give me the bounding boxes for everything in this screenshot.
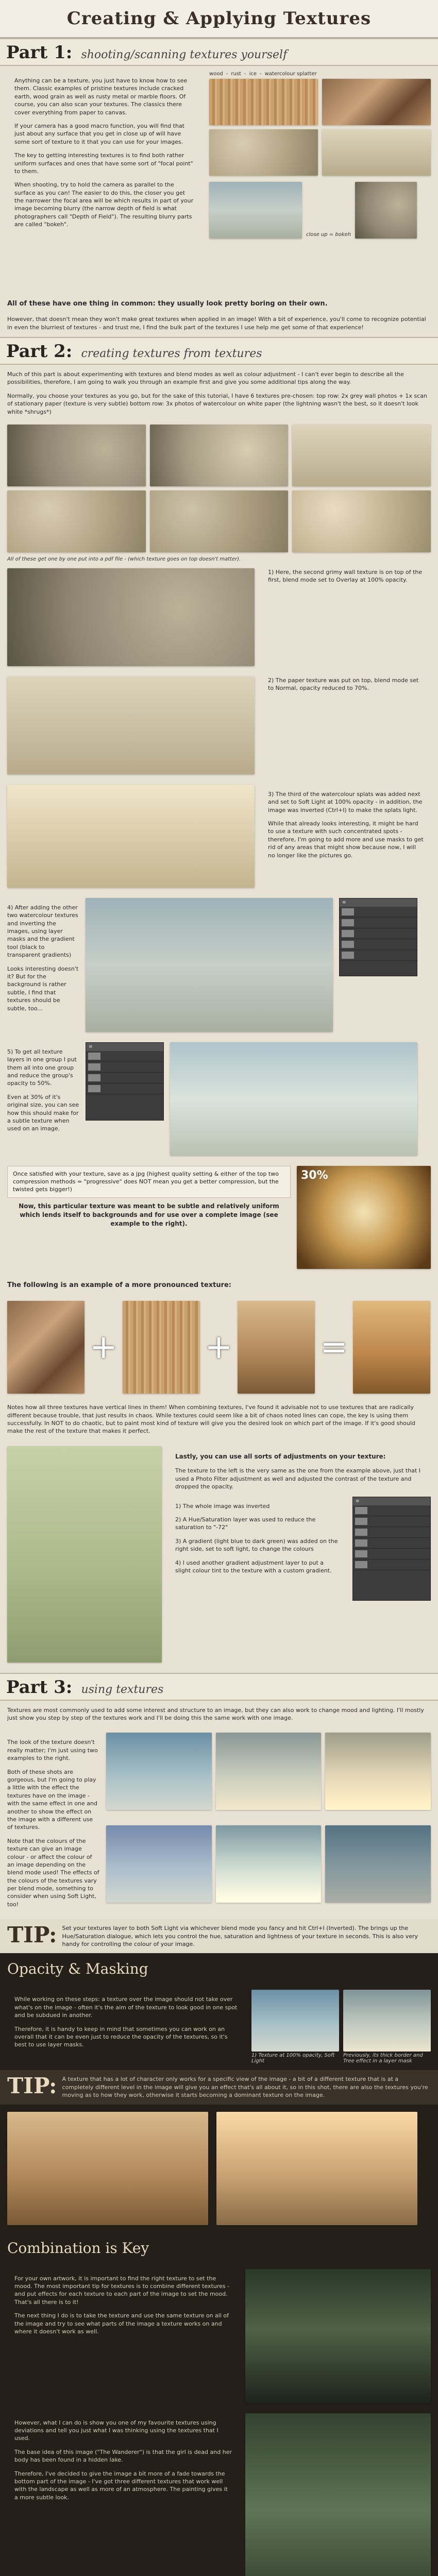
label-ice: ice xyxy=(249,71,257,77)
adjust-row xyxy=(0,1441,438,1668)
opacity-text-col xyxy=(7,1990,245,2065)
combine-texture-2 xyxy=(123,1301,200,1394)
closeup-image xyxy=(209,182,302,239)
texture-ice xyxy=(209,129,318,176)
step3b-text: While that already looks interesting, it might be hard to use a texture with such concentrated spots - therefore, I'm going to add more and use masks to get rid of any areas that might show because now, I will no longer like the pictures go. xyxy=(268,820,424,859)
combo-para4: The base idea of this image ("The Wanderer") is that the girl is dead and her body has been found in a hidden lake. xyxy=(14,2448,232,2464)
plus-icon: + xyxy=(90,1328,117,1367)
layer-row[interactable] xyxy=(86,1051,163,1062)
part1-para2: If your camera has a good macro function, you will find that just about any surface that you get in close up of will have some sort of texture to it that you can use for your images. xyxy=(14,122,184,145)
part2-step3-row xyxy=(0,779,438,893)
bokeh-image xyxy=(355,182,417,239)
adj-step-1: 1) The whole image was inverted xyxy=(175,1502,270,1510)
example-original-1 xyxy=(106,1733,212,1810)
adjust-steps xyxy=(168,1497,347,1601)
layer-row[interactable] xyxy=(353,1560,430,1570)
mask-image-2 xyxy=(343,1990,431,2052)
source-paper xyxy=(292,425,431,486)
combo-text-col-2 xyxy=(7,2413,239,2576)
example-original-2 xyxy=(106,1825,212,1903)
part3-text-col xyxy=(7,1733,100,1914)
step1-text: 1) Here, the second grimy wall texture is on top of the first, blend mode set to Overlay at 100% opacity. xyxy=(268,568,423,584)
combo-title: Combination is Key xyxy=(7,2239,149,2257)
layer-row[interactable] xyxy=(340,928,417,939)
part1-closeup-row xyxy=(209,182,431,239)
part2-para1: Much of this part is about experimenting with textures and blend modes as well as colour adjustment - I can't ever begin to describe all the possibilities, therefore, I am going to walk you through an example first and give you some additional tips along the way. xyxy=(7,370,404,386)
adjust-para: The texture to the left is the very same as the one from the example above, just that I used a Photo Filter adjustment as well and adjusted the contrast of the texture and dropped the opacity. xyxy=(175,1467,421,1490)
opacity-section xyxy=(0,1953,438,2576)
source-wall-2 xyxy=(150,425,289,486)
example-textured-1a xyxy=(216,1733,322,1810)
layer-row[interactable] xyxy=(86,1062,163,1073)
page-title: Creating & Applying Textures xyxy=(66,8,372,29)
part2-step2-row xyxy=(0,671,438,779)
part2-notes3: Notes how all three textures have vertical lines in them! When combining textures, I've found it advisable not to use textures that are radically different because trouble, that just results in chaos. While textures could seem like a bit of chaos noted lines can cope, the key is using them successfully. In NOT to do chaotic, but to paint most kind of texture will give you the desired look on which part of the image. If it's good should make the rest of the texture that makes it perfect. xyxy=(7,1404,415,1435)
part1-header xyxy=(0,38,438,66)
source-water-2 xyxy=(150,490,289,552)
source-wall-1 xyxy=(7,425,146,486)
example-textured-2a xyxy=(216,1825,322,1903)
pct-label: 30% xyxy=(301,1168,328,1182)
opacity-para1: While working on these steps: a texture over the image should not take over what's on the image - often it's the aim of the texture to look good in one spot and be subdued in another. xyxy=(14,1996,238,2019)
layers-header: ≡ xyxy=(353,1497,430,1505)
part1-labels: wood - rust - ice - watercolour splatter xyxy=(209,71,317,77)
combo-para5: Therefore, I've decided to give the image a bit more of a fade towards the bottom part of the image - I've got three different textures that work well with the landscape as well as more of an atmosphere. The painting gives it a more subtle look. xyxy=(14,2470,228,2501)
layer-row[interactable] xyxy=(353,1505,430,1516)
texture-rust xyxy=(322,79,431,125)
part2-subtitle: creating textures from textures xyxy=(81,347,262,360)
adj-step-2: 2) A Hue/Saturation layer was used to reduce the saturation to "-72" xyxy=(175,1516,316,1531)
opacity-example-1 xyxy=(251,1990,339,2065)
adj-step-4: 4) I used another gradient adjustment layer to put a slight colour tint to the texture with a custom gradient. xyxy=(175,1559,332,1574)
mask-image-1 xyxy=(251,1990,339,2052)
equals-icon: = xyxy=(320,1328,348,1367)
combo-row-2 xyxy=(0,2408,438,2576)
part1-para5: However, that doesn't mean they won't make great textures when applied in an image! With a bit of experience, you'll come to recognize potential in even the blurriest of textures - and trust me, I find the bulk part of the textures I use help me get some of that experience! xyxy=(7,316,426,331)
texture-wood xyxy=(209,79,318,125)
part2-number: Part 2: xyxy=(6,341,73,362)
layer-row[interactable] xyxy=(353,1549,430,1560)
part2-para2: Normally, you choose your textures as you go, but for the sake of this tutorial, I have 6 textures pre-chosen: top row: 2x grey wall photos + 1x scan of stationary paper (texture is very subtle) bottom row: 3x photos of watercolour on white paper (the lightning wasn't the best, so it doesn't look white *shrugs*) xyxy=(7,392,427,415)
step5b-text: Even at 30% of it's original size, you can see how this should make for a subtle texture when used on an image. xyxy=(7,1093,79,1132)
part1-boring: All of these have one thing in common: they usually look pretty boring on their own. xyxy=(7,300,328,308)
part3-examples-row xyxy=(0,1727,438,1919)
part1-number: Part 1: xyxy=(6,42,73,63)
label-rust: rust xyxy=(231,71,241,77)
adjust-text xyxy=(168,1446,431,1663)
part1-subtitle: shooting/scanning textures yourself xyxy=(81,48,288,61)
part3-subtitle: using textures xyxy=(81,1683,164,1696)
source-water-3 xyxy=(292,490,431,552)
mask-demo-row xyxy=(0,2105,438,2232)
part3-header xyxy=(0,1673,438,1701)
part1-texture-grid xyxy=(209,79,431,176)
part1-para4: When shooting, try to hold the camera as parallel to the surface as you can! The easier to do this, the closer you get the narrower the focal area will be which results in part of your image becoming blurry (the narrow depth of field is what photographers call "Depth of Field"). The resulting blurry parts are called "bokeh". xyxy=(14,181,194,228)
tip-text: Set your textures layer to both Soft Light via whichever blend mode you fancy and hit Ctrl+I (Inverted). The brings up the Hue/Saturation dialogue, which lets you control the hue, saturation and lightness of your texture in seconds. This is also very handy for controlling the colour of your image. xyxy=(62,1925,418,1948)
step3-image xyxy=(7,785,255,888)
layer-row[interactable] xyxy=(86,1083,163,1094)
part2-step1-row xyxy=(0,563,438,671)
layer-row[interactable] xyxy=(340,907,417,918)
part3-number: Part 3: xyxy=(6,1676,73,1698)
part1-images xyxy=(209,71,431,287)
step1-image xyxy=(7,568,255,666)
part2-header xyxy=(0,337,438,365)
combo-para3: However, what I can do is show you one of my favourite textures using deviations and tell you just what I was thinking using the textures that I used. xyxy=(14,2419,218,2442)
tip-box-2 xyxy=(0,2070,438,2104)
opacity-row xyxy=(0,1985,438,2070)
part3-para2: The look of the texture doesn't really matter; I'm just using two examples to the right. xyxy=(7,1739,98,1762)
adj-step-3: 3) A gradient (light blue to dark green) was added on the right side, set to soft light, to change the colours xyxy=(175,1537,338,1553)
step5-text-col xyxy=(7,1042,79,1156)
texture-watercolour xyxy=(322,129,431,176)
adjusted-texture xyxy=(7,1446,162,1663)
part1-body xyxy=(0,66,438,293)
combo-row-1 xyxy=(0,2264,438,2408)
mask-demo-2 xyxy=(216,2112,417,2225)
step4-text-col xyxy=(7,898,79,1032)
layer-row[interactable] xyxy=(86,1073,163,1083)
combo-para1: For your own artwork, it is important to find the right texture to set the mood. The most important tip for textures is to combine different textures - and put effects for each texture to each part of the image to set the mood. That's all there is to it! xyxy=(14,2275,230,2306)
step2-image xyxy=(7,676,255,774)
label-wood: wood xyxy=(209,71,223,77)
opacity-para2: Therefore, it is handy to keep in mind that sometimes you can work on an overall that it can be even just to reduce the opacity of the textures, so it's best to use layer masks. xyxy=(14,2025,228,2048)
title-bar xyxy=(0,0,438,38)
step3-text-col xyxy=(261,785,431,888)
example-textured-1b xyxy=(325,1733,431,1810)
opacity-example-2 xyxy=(343,1990,431,2065)
adjust-steps-row xyxy=(168,1497,431,1601)
opacity-title: Opacity & Masking xyxy=(7,1960,148,1978)
tip-label: TIP: xyxy=(7,1922,57,1948)
layers-panel-2[interactable] xyxy=(86,1042,164,1121)
layer-row[interactable] xyxy=(340,939,417,950)
step4-text: 4) After adding the other two watercolour textures and inverting the images, using layer masks and the gradient tool (black to transparent gradients) xyxy=(7,904,78,959)
part2-note-row xyxy=(0,1161,438,1274)
layers-header: ≡ xyxy=(86,1043,163,1051)
layers-panel-3[interactable] xyxy=(352,1497,431,1601)
closeup-caption: close up = bokeh xyxy=(306,232,351,238)
subtle-note: Now, this particular texture was meant to be subtle and relatively uniform which lends itself to backgrounds and for use over a complete image (see example to the right). xyxy=(19,1202,279,1228)
tip2-text: A texture that has a lot of character only works for a specific view of the image - a bit of a different texture that is at a completely different level in the image will give you an effect that's all about it, so in this shot, there are also the textures you're moving as to how they work, otherwise it starts becoming a dominant texture on the image. xyxy=(62,2076,428,2099)
combine-texture-1 xyxy=(7,1301,85,1394)
part2-caption1: All of these get one by one put into a pdf file - (which texture goes on top doesn't matter). xyxy=(7,556,241,562)
step5-text: 5) To get all texture layers in one group I put them all into one group and reduce the group's opacity to 50%. xyxy=(7,1048,77,1087)
pronounced-heading: The following is an example of a more pronounced texture: xyxy=(7,1281,231,1289)
part1-text xyxy=(7,71,203,287)
mask-demo-1 xyxy=(7,2112,208,2225)
combo-para2: The next thing I do is to take the texture and use the same texture on all of the image and try to see what parts of the image a texture works on and where it doesn't work as well. xyxy=(14,2312,229,2335)
plus-icon: + xyxy=(205,1328,233,1367)
part2-step5-row xyxy=(0,1037,438,1161)
example-textured-2b xyxy=(325,1825,431,1903)
step3-text: 3) The third of the watercolour splats was added next and set to Soft Light at 100% opacity - in addition, the image was inverted (Ctrl+I) to make the splats light. xyxy=(268,790,423,814)
combine-result xyxy=(353,1301,430,1394)
mask-caption-2: Previously, its thick border and Tree effect in a layer mask xyxy=(343,2053,423,2064)
part2-step4-row xyxy=(0,893,438,1037)
part3-intro: Textures are most commonly used to add some interest and structure to an image, but they can also work to change mood and lighting. I'll mostly just show you step by step of the textures work and I'll be doing this the same work with one image. xyxy=(7,1706,424,1722)
layer-row[interactable] xyxy=(353,1538,430,1549)
layer-row[interactable] xyxy=(353,1527,430,1538)
wanderer-image xyxy=(245,2413,431,2576)
combo-texture-stack xyxy=(245,2269,431,2403)
opacity-images xyxy=(251,1990,431,2065)
tip-box-1 xyxy=(0,1919,438,1953)
part3-example-grid xyxy=(106,1733,431,1914)
rose-image-wrap xyxy=(297,1166,431,1269)
part3-para4: Note that the colours of the texture can give an image colour - or affect the colour of an image depending on the blend mode used! The effects of the colours of the textures vary per blend mode, something to consider when using Soft Light, too! xyxy=(7,1837,99,1908)
part1-intro: Anything can be a texture, you just have to know how to see them. Classic examples of pristine textures include cracked earth, wood grain as well as rusty metal or marble floors. Of course, you can also scan your textures. The classics there cover everything from paper to canvas. xyxy=(14,77,188,116)
part2-source-grid xyxy=(0,421,438,555)
layers-panel-1[interactable] xyxy=(339,898,417,976)
save-note: Once satisfied with your texture, save as a jpg (highest quality setting & either of the top two compression methods = "progressive" does NOT mean you get a better compression, but the twisted gets bigger!) xyxy=(7,1166,291,1198)
layer-row[interactable] xyxy=(353,1516,430,1527)
adjust-heading: Lastly, you can use all sorts of adjustments on your texture: xyxy=(175,1452,386,1460)
label-watercolour: watercolour splatter xyxy=(264,71,317,77)
step2-text: 2) The paper texture was put on top, blend mode set to Normal, opacity reduced to 70%. xyxy=(268,676,419,692)
combine-texture-3 xyxy=(238,1301,315,1394)
part1-para3: The key to getting interesting textures is to find both rather uniform surfaces and ones that have some sort of "focal point" to them. xyxy=(14,152,193,175)
step5-image xyxy=(170,1042,417,1156)
combo-text-col-1 xyxy=(7,2269,239,2403)
note-col xyxy=(7,1166,291,1269)
layer-row[interactable] xyxy=(340,918,417,928)
step4b-text: Looks interesting doesn't it? But for the background is rather subtle, I find that textures should be subtle, too... xyxy=(7,965,79,1012)
part3-para3: Both of these shots are gorgeous, but I'm going to play a little with the effect the textures have on the image - with the same effect in one and another to show the effect on the image with a different use of textures. xyxy=(7,1768,97,1831)
tip-label: TIP: xyxy=(7,2073,57,2099)
source-water-1 xyxy=(7,490,146,552)
layer-row[interactable] xyxy=(340,950,417,961)
step4-image xyxy=(86,898,333,1032)
mask-caption-1: 1) Texture at 100% opacity, Soft Light xyxy=(251,2053,335,2064)
combine-row xyxy=(0,1297,438,1398)
layers-header: ≡ xyxy=(340,899,417,907)
